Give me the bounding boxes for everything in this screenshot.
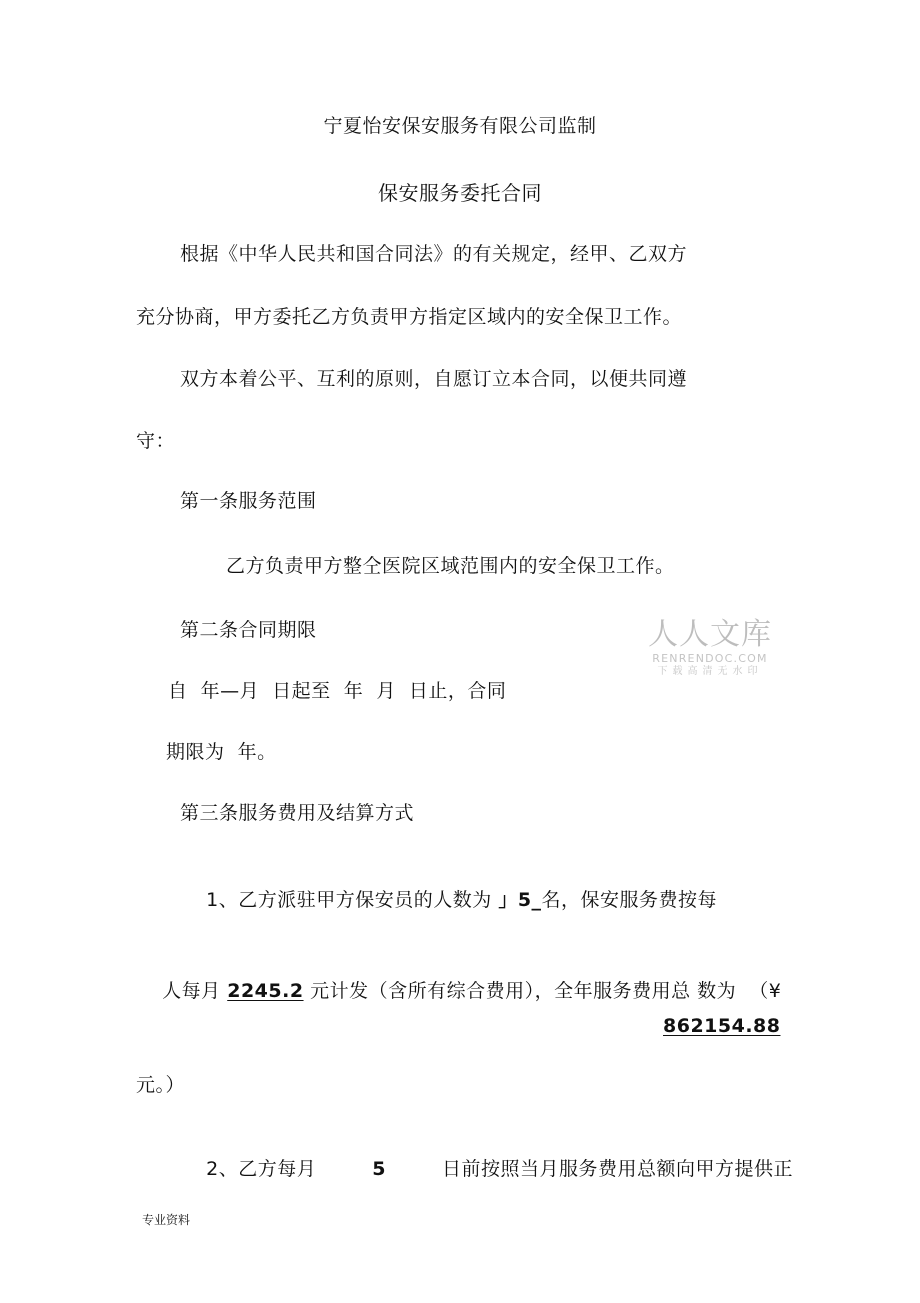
annual-total-line: [663, 1013, 780, 1039]
item-1-prefix: 1、乙方派驻甲方保安员的人数为: [206, 889, 499, 911]
article-3-heading: 第三条服务费用及结算方式: [180, 802, 415, 824]
annual-total-value: 862154.88: [663, 1015, 781, 1037]
article-1-heading: 第一条服务范围: [180, 490, 317, 512]
guard-count: 」5_: [498, 889, 542, 911]
monthly-fee-value: 2245.2: [227, 980, 304, 1002]
article-1-body: 乙方负责甲方整仝医院区域范围内的安全保卫工作。: [226, 555, 675, 577]
invoice-day: 5: [372, 1158, 386, 1180]
article-3-item-1: [180, 861, 717, 939]
monthly-fee-prefix: 人每月: [162, 980, 228, 1002]
intro-paragraph-1-line-2: 充分协商，甲方委托乙方负责甲方指定区域内的安全保卫工作。: [136, 306, 683, 328]
article-2-term-line-1: 自 年—月 日起至 年 月 日止，合同: [168, 680, 507, 702]
contract-title: 保安服务委托合同: [378, 181, 542, 205]
monthly-fee-suffix: 元计发（含所有综合费用），全年服务费用总 数为 （¥: [303, 980, 782, 1002]
article-2-term-line-2: 期限为 年。: [166, 741, 277, 763]
item-2-prefix: 2、乙方每月: [206, 1158, 317, 1180]
article-2-heading: 第二条合同期限: [180, 619, 317, 641]
intro-paragraph-2-line-1: 双方本着公平、互利的原则，自愿订立本合同，以便共同遵: [180, 368, 688, 390]
watermark-note: 下载高清无水印: [657, 666, 763, 677]
watermark-title: 人人文库: [648, 617, 772, 652]
supervisor-line: 宁夏怡安保安服务有限公司监制: [323, 115, 597, 137]
intro-paragraph-1-line-1: 根据《中华人民共和国合同法》的有关规定，经甲、乙双方: [180, 243, 688, 265]
intro-paragraph-2-line-2: 守：: [136, 430, 176, 452]
annual-total-unit: 元。）: [136, 1074, 186, 1096]
item-1-suffix: 名，保安服务费按每: [541, 889, 718, 911]
item-2-suffix: 日前按照当月服务费用总额向甲方提供正: [442, 1158, 794, 1180]
watermark: [646, 618, 774, 678]
footer-label: 专业资料: [142, 1213, 191, 1227]
article-3-item-2: [180, 1130, 793, 1208]
watermark-domain: RENRENDOC.COM: [652, 652, 768, 665]
